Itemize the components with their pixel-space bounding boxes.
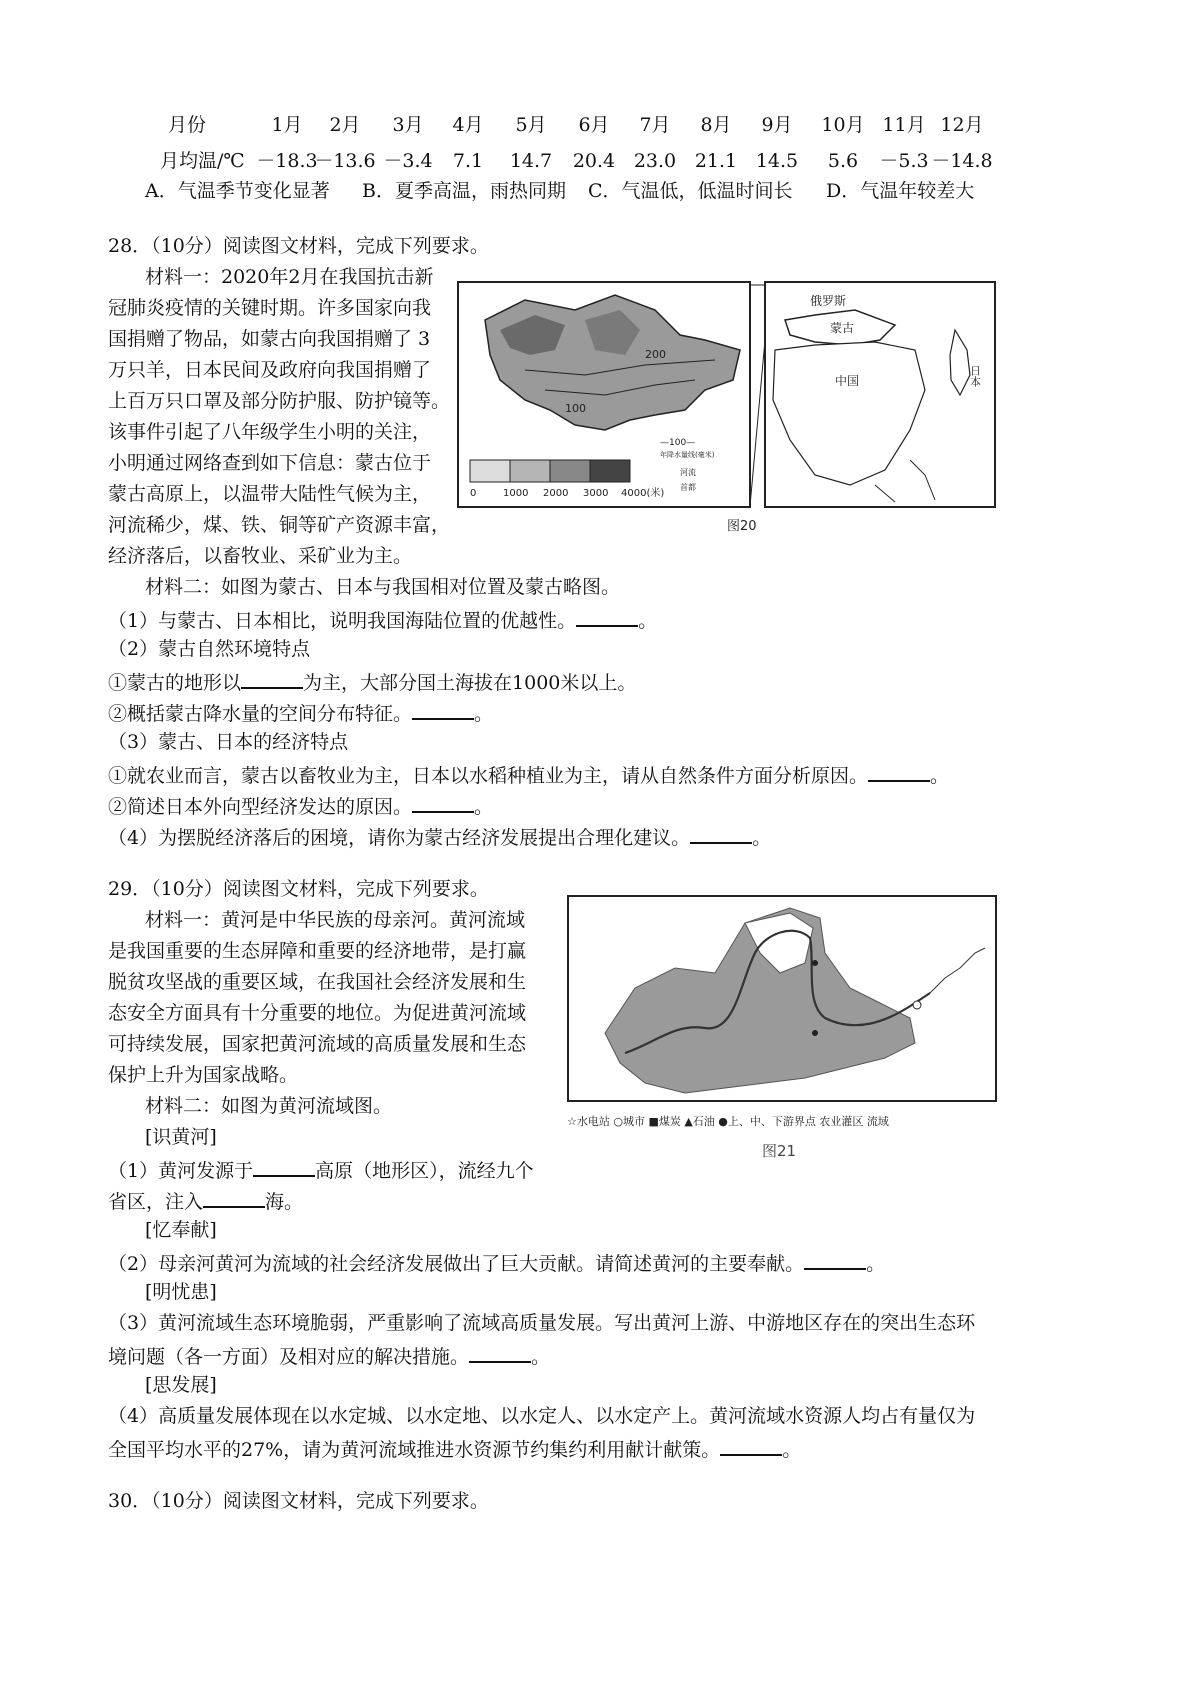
table-cell-month: 9月	[761, 114, 793, 136]
answer-blank[interactable]	[868, 762, 930, 782]
option-d: D．气温年较差大	[826, 180, 975, 202]
answer-blank[interactable]	[804, 1250, 866, 1270]
q28-header: 28．（10分）阅读图文材料，完成下列要求。	[108, 235, 489, 257]
option-a: A．气温季节变化显著	[145, 180, 330, 202]
option-b: B．夏季高温，雨热同期	[362, 180, 566, 202]
q28-material1-line: 蒙古高原上，以温带大陆性气候为主，	[108, 483, 432, 505]
table-cell-month: 5月	[515, 114, 547, 136]
q28-material1-line: 经济落后，以畜牧业、采矿业为主。	[108, 545, 413, 567]
q29-q2: （2）母亲河黄河为流域的社会经济发展做出了巨大贡献。请简述黄河的主要奉献。 。	[108, 1250, 885, 1275]
table-cell-month: 7月	[639, 114, 671, 136]
table-cell-month: 1月	[271, 114, 303, 136]
figure-20-caption: 图20	[727, 519, 757, 534]
q29-section-2: [忆奉献]	[145, 1219, 217, 1241]
table-cell-temp: －14.8	[931, 150, 993, 172]
table-cell-temp: 21.1	[694, 150, 738, 172]
table-cell-month: 6月	[578, 114, 610, 136]
answer-blank[interactable]	[720, 1436, 782, 1456]
q28-q2-1: ①蒙古的地形以 为主，大部分国土海拔在1000米以上。	[108, 669, 636, 694]
q28-q3: （3）蒙古、日本的经济特点	[108, 731, 349, 753]
table-cell-temp: 23.0	[633, 150, 677, 172]
q29-section-1: [识黄河]	[145, 1126, 217, 1148]
q29-q3-line2: 境问题（各一方面）及相对应的解决措施。 。	[108, 1343, 550, 1368]
table-cell-temp: 5.6	[827, 150, 859, 172]
q28-q3-1: ①就农业而言，蒙古以畜牧业为主，日本以水稻种植业为主，请从自然条件方面分析原因。 。	[108, 762, 949, 787]
table-cell-month: 2月	[329, 114, 361, 136]
contour-label: 200	[645, 348, 666, 361]
table-cell-temp: －5.3	[879, 150, 929, 172]
legend-isohyet-label: 年降水量线(毫米)	[660, 451, 715, 459]
q28-material1-line: 该事件引起了八年级学生小明的关注，	[108, 421, 432, 443]
q29-q4-line2: 全国平均水平的27%，请为黄河流域推进水资源节约集约利用献计献策。 。	[108, 1436, 801, 1461]
table-cell-month: 10月	[821, 114, 865, 136]
table-cell-temp: －3.4	[383, 150, 433, 172]
q28-q2-2: ②概括蒙古降水量的空间分布特征。 。	[108, 700, 493, 725]
q28-material1-line: 河流稀少，煤、铁、铜等矿产资源丰富，	[108, 514, 451, 536]
scale-label: 3000	[583, 488, 609, 499]
q29-q1: （1）黄河发源于 高原（地形区），流经九个	[108, 1157, 534, 1182]
table-cell-temp: 7.1	[452, 150, 484, 172]
q29-material2: 材料二：如图为黄河流域图。	[145, 1095, 393, 1117]
scale-label: 0	[470, 488, 477, 499]
label-mongolia: 蒙古	[830, 321, 855, 335]
q28-material1-line: 国捐赠了物品，如蒙古向我国捐赠了 3	[108, 328, 431, 350]
table-cell-month: 12月	[940, 114, 984, 136]
contour-label: 100	[565, 402, 586, 415]
q28-material1-line: 小明通过网络查到如下信息：蒙古位于	[108, 452, 432, 474]
q29-q4: （4）高质量发展体现在以水定城、以水定地、以水定人、以水定产上。黄河流域水资源人均占有量仅为	[108, 1405, 976, 1427]
scale-label: 4000(米)	[621, 488, 665, 499]
table-cell-month: 3月	[392, 114, 424, 136]
figure-21	[565, 893, 1000, 1138]
legend-isohyet: —100—	[660, 438, 696, 448]
q29-material1-line: 态安全方面具有十分重要的地位。为促进黄河流域	[108, 1002, 527, 1024]
label-china: 中国	[835, 374, 860, 388]
answer-blank[interactable]	[412, 700, 474, 720]
table-cell-temp: 14.5	[755, 150, 799, 172]
q29-material1-line: 脱贫攻坚战的重要区域，在我国社会经济发展和生	[108, 971, 527, 993]
label-russia: 俄罗斯	[810, 294, 847, 308]
q29-q3: （3）黄河流域生态环境脆弱，严重影响了流域高质量发展。写出黄河上游、中游地区存在的突出生态环	[108, 1312, 976, 1334]
table-cell-temp: 20.4	[572, 150, 616, 172]
answer-blank[interactable]	[253, 1157, 315, 1177]
q28-material1-line: 万只羊，日本民间及政府向我国捐赠了	[108, 359, 432, 381]
q28-q3-2: ②简述日本外向型经济发达的原因。 。	[108, 793, 493, 818]
q29-material1-line: 可持续发展，国家把黄河流域的高质量发展和生态	[108, 1033, 527, 1055]
figure-21-legend: ☆水电站 ○城市 ■煤炭 ▲石油 ●上、中、下游界点 农业灌区 流域	[567, 1115, 889, 1128]
figure-20	[455, 280, 1000, 542]
table-cell-month: 4月	[452, 114, 484, 136]
scale-label: 1000	[503, 488, 529, 499]
label-japan: 日本	[968, 365, 982, 387]
q28-q1: （1）与蒙古、日本相比，说明我国海陆位置的优越性。 。	[108, 607, 657, 632]
table-cell-month: 11月	[882, 114, 926, 136]
q29-section-3: [明忧患]	[145, 1281, 217, 1303]
answer-blank[interactable]	[469, 1343, 531, 1363]
yellow-river-map	[565, 893, 1000, 1138]
table-cell-temp: －13.6	[314, 150, 376, 172]
figure-21-caption: 图21	[762, 1142, 797, 1160]
answer-blank[interactable]	[576, 607, 638, 627]
answer-blank[interactable]	[241, 669, 303, 689]
q29-material1-line: 是我国重要的生态屏障和重要的经济地带，是打赢	[108, 940, 527, 962]
legend-capital: 首都	[680, 483, 696, 492]
answer-blank[interactable]	[690, 824, 752, 844]
q28-material1-line: 冠肺炎疫情的关键时期。许多国家向我	[108, 297, 432, 319]
q29-header: 29．（10分）阅读图文材料，完成下列要求。	[108, 878, 489, 900]
q28-q4: （4）为摆脱经济落后的困境，请你为蒙古经济发展提出合理化建议。 。	[108, 824, 771, 849]
table-cell-temp: 14.7	[509, 150, 553, 172]
table-row-label-month: 月份	[168, 114, 207, 136]
table-cell-temp: －18.3	[256, 150, 318, 172]
q29-material1-line: 材料一：黄河是中华民族的母亲河。黄河流域	[145, 909, 526, 931]
q30-header: 30．（10分）阅读图文材料，完成下列要求。	[108, 1490, 489, 1512]
q29-material1-line: 保护上升为国家战略。	[108, 1064, 299, 1086]
q29-section-4: [思发展]	[145, 1374, 217, 1396]
q28-material2: 材料二：如图为蒙古、日本与我国相对位置及蒙古略图。	[145, 576, 621, 598]
q29-q1-line2: 省区，注入 海。	[108, 1188, 303, 1213]
q28-material1-line: 材料一：2020年2月在我国抗击新	[145, 266, 434, 288]
answer-blank[interactable]	[203, 1188, 265, 1208]
legend-river: 河流	[680, 468, 696, 477]
table-row-label-temp: 月均温/℃	[160, 150, 245, 172]
q28-material1-line: 上百万只口罩及部分防护服、防护镜等。	[108, 390, 451, 412]
table-cell-month: 8月	[700, 114, 732, 136]
figure-20-maps	[455, 280, 1000, 542]
option-c: C．气温低，低温时间长	[588, 180, 793, 202]
answer-blank[interactable]	[412, 793, 474, 813]
q28-q2: （2）蒙古自然环境特点	[108, 638, 311, 660]
scale-label: 2000	[543, 488, 569, 499]
